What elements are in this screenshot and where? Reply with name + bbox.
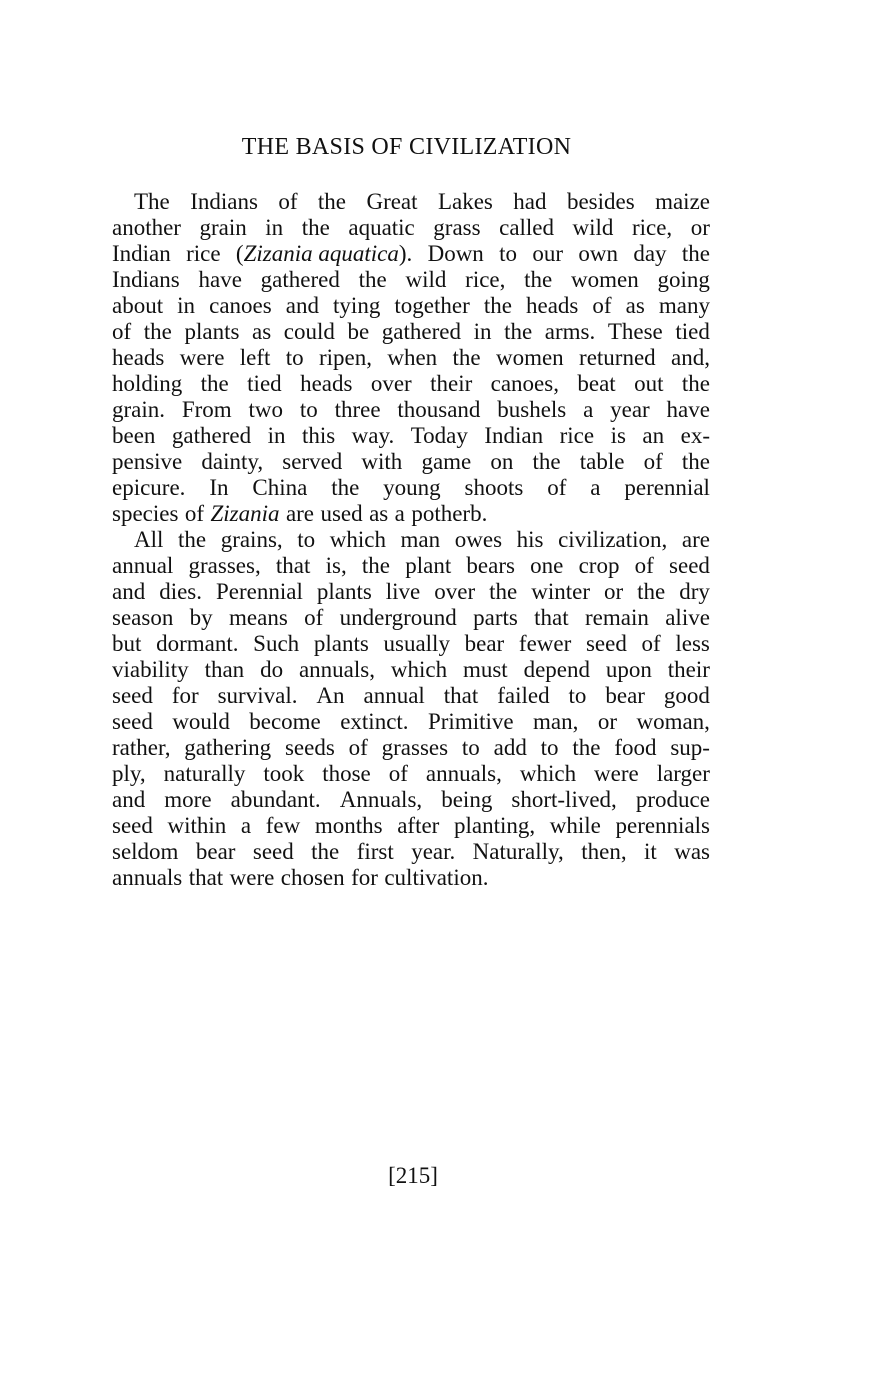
- word: of: [112, 319, 132, 344]
- word: bear: [605, 683, 645, 708]
- word: or: [597, 709, 618, 734]
- word: seeds: [284, 735, 335, 760]
- word: the: [200, 371, 229, 396]
- word: own: [578, 241, 618, 266]
- word: canoes,: [490, 371, 559, 396]
- word: about: [112, 293, 164, 318]
- word: are: [681, 527, 710, 552]
- word: seed: [669, 553, 710, 578]
- word: China: [252, 475, 308, 500]
- word: live: [385, 579, 421, 604]
- word: the: [681, 449, 710, 474]
- word: two: [248, 397, 284, 422]
- word: failed: [497, 683, 550, 708]
- word: crop: [578, 553, 620, 578]
- word: rather,: [112, 735, 171, 760]
- word: after: [397, 813, 440, 838]
- word: took: [263, 761, 305, 786]
- word: then,: [581, 839, 627, 864]
- word: on: [490, 449, 514, 474]
- text-line: [112, 709, 710, 735]
- text-line: [112, 865, 710, 891]
- word: our: [532, 241, 564, 266]
- word: many: [658, 293, 710, 318]
- word: cultivation.: [384, 865, 489, 890]
- text-line: [112, 813, 710, 839]
- word: civilization,: [558, 527, 668, 552]
- word: besides: [566, 189, 635, 214]
- word: grain: [199, 215, 247, 240]
- word: wild: [572, 215, 614, 240]
- word: have: [666, 397, 710, 422]
- word: served: [282, 449, 343, 474]
- word: as: [369, 501, 389, 526]
- word: over: [434, 579, 476, 604]
- word: day: [633, 241, 667, 266]
- word: is: [610, 423, 626, 448]
- word: for: [351, 865, 378, 890]
- word: of: [547, 475, 567, 500]
- word: more: [164, 787, 212, 812]
- word: the: [358, 267, 387, 292]
- word: a: [394, 501, 405, 526]
- word: with: [361, 449, 403, 474]
- word: to: [461, 735, 480, 760]
- text-line: [112, 241, 710, 267]
- word: rice: [559, 423, 595, 448]
- word: women: [495, 345, 564, 370]
- text-line: [112, 423, 710, 449]
- word: heads: [300, 371, 353, 396]
- word: be: [347, 319, 370, 344]
- word: plants: [313, 631, 369, 656]
- word: the: [681, 371, 710, 396]
- word: perennials: [615, 813, 710, 838]
- word: the: [532, 449, 561, 474]
- word: rice,: [631, 215, 673, 240]
- word: gathered: [381, 319, 461, 344]
- word: Zizania: [210, 501, 280, 526]
- word: within: [167, 813, 227, 838]
- word: remain: [585, 605, 649, 630]
- word: potherb.: [411, 501, 488, 526]
- word: the: [504, 319, 533, 344]
- word: have: [198, 267, 242, 292]
- word: Naturally,: [472, 839, 564, 864]
- word: but: [112, 631, 142, 656]
- word: season: [112, 605, 174, 630]
- word: that: [534, 605, 569, 630]
- word: an: [642, 423, 665, 448]
- word: tied: [675, 319, 710, 344]
- word: plants: [316, 579, 372, 604]
- word: seed: [112, 709, 153, 734]
- page-number: [215]: [388, 1163, 438, 1188]
- text-line: [112, 397, 710, 423]
- text-line: [112, 345, 710, 371]
- word: grains,: [220, 527, 283, 552]
- word: usually: [383, 631, 450, 656]
- word: their: [667, 657, 710, 682]
- word: bears: [466, 553, 515, 578]
- word: species: [112, 501, 179, 526]
- word: chosen: [280, 865, 345, 890]
- word: means: [229, 605, 288, 630]
- word: become: [249, 709, 321, 734]
- word: could: [283, 319, 335, 344]
- word: plant: [405, 553, 452, 578]
- text-line: [112, 761, 710, 787]
- word: three: [334, 397, 381, 422]
- word: being: [441, 787, 493, 812]
- word: of: [643, 449, 663, 474]
- word: that: [443, 683, 479, 708]
- word: first: [356, 839, 394, 864]
- word: parts: [473, 605, 518, 630]
- word: that: [188, 865, 224, 890]
- word: Perennial: [216, 579, 303, 604]
- text-line: [112, 215, 710, 241]
- word: An: [316, 683, 345, 708]
- word: annual: [112, 553, 174, 578]
- word: extinct.: [340, 709, 409, 734]
- word: that: [275, 553, 311, 578]
- word: depend: [523, 657, 591, 682]
- word: produce: [635, 787, 710, 812]
- word: less: [675, 631, 710, 656]
- word: used: [320, 501, 363, 526]
- word: pensive: [112, 449, 183, 474]
- text-line: [112, 683, 710, 709]
- body-text: [112, 189, 710, 891]
- word: the: [317, 189, 347, 214]
- word: seed: [112, 683, 153, 708]
- word: in: [267, 423, 286, 448]
- word: as: [625, 293, 645, 318]
- word: going: [657, 267, 710, 292]
- word: the: [452, 345, 481, 370]
- word: returned: [579, 345, 656, 370]
- text-line: [112, 189, 710, 215]
- word: to: [568, 683, 587, 708]
- text-line: [112, 605, 710, 631]
- word: planting,: [453, 813, 536, 838]
- word: wild: [405, 267, 447, 292]
- word: canoes: [209, 293, 272, 318]
- word: arms.: [544, 319, 596, 344]
- word: young: [383, 475, 441, 500]
- word: tying: [333, 293, 381, 318]
- word: rice,: [465, 267, 506, 292]
- word: grasses,: [188, 553, 261, 578]
- word: by: [189, 605, 213, 630]
- word: Indians: [190, 189, 258, 214]
- word: food: [614, 735, 657, 760]
- word: of: [184, 501, 205, 526]
- word: must: [462, 657, 508, 682]
- word: seed: [112, 813, 153, 838]
- word: tied: [247, 371, 282, 396]
- word: one: [530, 553, 564, 578]
- word: good: [663, 683, 710, 708]
- word: women: [571, 267, 639, 292]
- word: heads: [112, 345, 165, 370]
- word: All: [134, 527, 164, 552]
- word: than: [204, 657, 245, 682]
- word: dies.: [159, 579, 203, 604]
- word: to: [297, 527, 316, 552]
- word: was: [674, 839, 710, 864]
- word: of: [388, 761, 408, 786]
- word: which: [329, 527, 386, 552]
- word: together: [394, 293, 470, 318]
- text-line: [112, 319, 710, 345]
- word: owes: [454, 527, 503, 552]
- word: of: [592, 293, 612, 318]
- word: underground: [339, 605, 457, 630]
- text-line: [112, 475, 710, 501]
- word: this: [301, 423, 336, 448]
- word: Down: [427, 241, 484, 266]
- word: way.: [351, 423, 395, 448]
- word: From: [181, 397, 232, 422]
- word: grass: [433, 215, 481, 240]
- word: over: [370, 371, 412, 396]
- word: man,: [533, 709, 579, 734]
- word: Indian: [112, 241, 171, 266]
- word: sup-: [670, 735, 710, 760]
- word: Great: [366, 189, 418, 214]
- word: the: [177, 527, 207, 552]
- word: heads: [525, 293, 579, 318]
- word: were: [594, 761, 639, 786]
- word: to: [499, 241, 518, 266]
- word: rice: [186, 241, 221, 266]
- word: Such: [253, 631, 300, 656]
- word: the: [483, 293, 512, 318]
- word: the: [143, 319, 172, 344]
- word: months: [314, 813, 383, 838]
- text-line: [112, 787, 710, 813]
- text-line: [112, 631, 710, 657]
- word: plants: [184, 319, 240, 344]
- text-line: [112, 293, 710, 319]
- word: holding: [112, 371, 183, 396]
- text-line: [112, 527, 710, 553]
- word: his: [516, 527, 544, 552]
- text-line: [112, 553, 710, 579]
- word: bear: [195, 839, 236, 864]
- word: Annuals,: [339, 787, 423, 812]
- word: gathering: [184, 735, 272, 760]
- word: were: [229, 865, 275, 890]
- word: perennial: [624, 475, 710, 500]
- text-line: [112, 449, 710, 475]
- word: to: [540, 735, 559, 760]
- word: Indians: [112, 267, 180, 292]
- word: year: [610, 397, 650, 422]
- word: while: [549, 813, 601, 838]
- word: the: [311, 839, 340, 864]
- word: the: [331, 475, 360, 500]
- word: were: [179, 345, 225, 370]
- word: gathered: [171, 423, 252, 448]
- word: ex-: [680, 423, 710, 448]
- word: (Zizania aquatica).: [235, 241, 413, 266]
- word: gathered: [260, 267, 340, 292]
- word: to: [285, 345, 304, 370]
- word: upon: [605, 657, 652, 682]
- word: Primitive: [427, 709, 514, 734]
- word: grasses: [381, 735, 449, 760]
- word: Today: [410, 423, 468, 448]
- word: in: [473, 319, 492, 344]
- word: called: [499, 215, 555, 240]
- word: would: [172, 709, 230, 734]
- word: These: [607, 319, 663, 344]
- word: Indian: [484, 423, 544, 448]
- word: out: [634, 371, 664, 396]
- word: the: [572, 735, 601, 760]
- word: which: [519, 761, 577, 786]
- paragraph: [112, 189, 710, 527]
- text-line: [112, 501, 710, 527]
- word: aquatic: [348, 215, 415, 240]
- word: add: [493, 735, 527, 760]
- word: is,: [325, 553, 347, 578]
- word: or: [603, 579, 624, 604]
- word: which: [390, 657, 448, 682]
- word: in: [177, 293, 196, 318]
- word: for: [171, 683, 199, 708]
- word: short-lived,: [511, 787, 617, 812]
- word: the: [361, 553, 391, 578]
- word: The: [134, 189, 170, 214]
- word: a: [583, 397, 594, 422]
- word: bushels: [497, 397, 567, 422]
- word: maize: [655, 189, 710, 214]
- word: another: [112, 215, 181, 240]
- word: bear: [464, 631, 505, 656]
- word: winter: [531, 579, 590, 604]
- word: table: [579, 449, 625, 474]
- word: of: [278, 189, 298, 214]
- word: the: [637, 579, 666, 604]
- word: and: [112, 787, 146, 812]
- word: the: [681, 241, 710, 266]
- word: and: [285, 293, 319, 318]
- word: been: [112, 423, 156, 448]
- word: dormant.: [156, 631, 239, 656]
- word: when: [387, 345, 438, 370]
- word: those: [322, 761, 371, 786]
- word: ripen,: [318, 345, 372, 370]
- word: had: [513, 189, 547, 214]
- word: naturally: [163, 761, 246, 786]
- word: annuals,: [298, 657, 375, 682]
- word: are: [285, 501, 315, 526]
- word: it: [644, 839, 657, 864]
- word: abundant.: [230, 787, 321, 812]
- word: or: [690, 215, 710, 240]
- word: left: [239, 345, 271, 370]
- text-line: [112, 839, 710, 865]
- word: Lakes: [437, 189, 493, 214]
- word: and,: [671, 345, 710, 370]
- word: few: [265, 813, 301, 838]
- word: of: [348, 735, 368, 760]
- running-header: THE BASIS OF CIVILIZATION: [241, 134, 572, 160]
- word: ply,: [112, 761, 146, 786]
- word: of: [304, 605, 324, 630]
- word: of: [634, 553, 654, 578]
- text-line: [112, 579, 710, 605]
- text-line: [112, 735, 710, 761]
- word: seed: [585, 631, 627, 656]
- word: the: [489, 579, 518, 604]
- word: of: [641, 631, 661, 656]
- word: dainty,: [201, 449, 264, 474]
- word: seed: [252, 839, 294, 864]
- word: grain.: [112, 397, 166, 422]
- word: their: [430, 371, 473, 396]
- word: woman,: [636, 709, 710, 734]
- word: annuals: [112, 865, 183, 890]
- word: the: [301, 215, 330, 240]
- word: year.: [411, 839, 456, 864]
- word: larger: [656, 761, 710, 786]
- word: survival.: [217, 683, 298, 708]
- word: viability: [112, 657, 189, 682]
- word: and: [112, 579, 146, 604]
- word: epicure.: [112, 475, 186, 500]
- word: shoots: [464, 475, 524, 500]
- word: beat: [577, 371, 616, 396]
- word: thousand: [397, 397, 481, 422]
- word: to: [299, 397, 318, 422]
- paragraph: [112, 527, 710, 891]
- word: alive: [665, 605, 710, 630]
- word: the: [524, 267, 553, 292]
- text-line: [112, 371, 710, 397]
- word: In: [209, 475, 229, 500]
- word: fewer: [518, 631, 572, 656]
- word: man: [400, 527, 441, 552]
- text-line: [112, 657, 710, 683]
- word: a: [590, 475, 601, 500]
- word: dry: [679, 579, 710, 604]
- word: a: [240, 813, 252, 838]
- word: seldom: [112, 839, 179, 864]
- text-line: [112, 267, 710, 293]
- word: game: [421, 449, 472, 474]
- word: in: [265, 215, 284, 240]
- word: annuals,: [425, 761, 502, 786]
- word: do: [260, 657, 284, 682]
- word: as: [252, 319, 272, 344]
- word: annual: [363, 683, 425, 708]
